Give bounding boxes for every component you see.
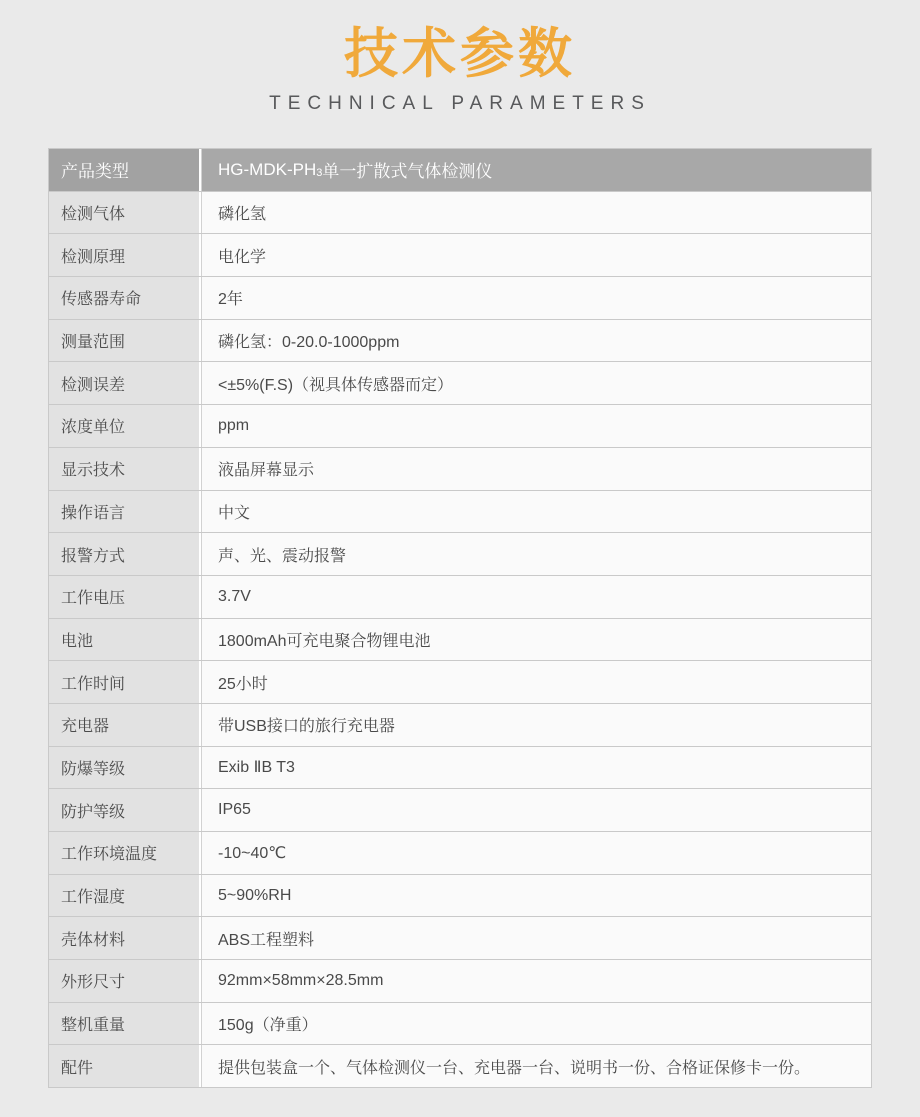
spec-label: 整机重量: [49, 1003, 201, 1045]
spec-table: [48, 148, 872, 1088]
spec-row: [49, 192, 871, 235]
spec-row: [49, 1003, 871, 1046]
product-model-prefix: HG-MDK-PH: [218, 159, 317, 179]
spec-label: 壳体材料: [49, 917, 201, 959]
spec-row: [49, 619, 871, 662]
spec-value: 液晶屏幕显示: [201, 448, 871, 490]
spec-value: -10~40℃: [201, 832, 871, 874]
spec-value: 92mm×58mm×28.5mm: [201, 960, 871, 1002]
spec-value: IP65: [201, 789, 871, 831]
spec-label: 操作语言: [49, 491, 201, 533]
spec-value: 3.7V: [201, 576, 871, 618]
spec-value: 5~90%RH: [201, 875, 871, 917]
spec-label: 工作时间: [49, 661, 201, 703]
spec-label: 配件: [49, 1045, 201, 1087]
spec-label: 防护等级: [49, 789, 201, 831]
spec-row: [49, 1045, 871, 1087]
spec-label: 传感器寿命: [49, 277, 201, 319]
spec-row: [49, 875, 871, 918]
spec-row: [49, 832, 871, 875]
spec-value: 带USB接口的旅行充电器: [201, 704, 871, 746]
spec-label: 外形尺寸: [49, 960, 201, 1002]
spec-label: 工作电压: [49, 576, 201, 618]
spec-label: 报警方式: [49, 533, 201, 575]
spec-value: 2年: [201, 277, 871, 319]
spec-label: 检测气体: [49, 192, 201, 234]
spec-label: 工作湿度: [49, 875, 201, 917]
spec-value: 25小时: [201, 661, 871, 703]
product-model-subscript: 3: [316, 166, 323, 179]
spec-label: 检测原理: [49, 234, 201, 276]
spec-row: [49, 917, 871, 960]
spec-row: [49, 405, 871, 448]
spec-row: [49, 704, 871, 747]
spec-label: 防爆等级: [49, 747, 201, 789]
spec-label-product-type: 产品类型: [49, 149, 201, 191]
page-subtitle: TECHNICAL PARAMETERS: [269, 92, 651, 114]
spec-value: 中文: [201, 491, 871, 533]
spec-row: [49, 448, 871, 491]
spec-row: [49, 320, 871, 363]
spec-label: 电池: [49, 619, 201, 661]
table-header-row: [49, 149, 871, 192]
page-header: [0, 0, 920, 116]
product-model-suffix: 单一扩散式气体检测仪: [322, 162, 493, 182]
spec-row: [49, 277, 871, 320]
spec-label: 浓度单位: [49, 405, 201, 447]
spec-row: [49, 661, 871, 704]
spec-row: [49, 491, 871, 534]
spec-value: 声、光、震动报警: [201, 533, 871, 575]
spec-row: [49, 789, 871, 832]
spec-value: 1800mAh可充电聚合物锂电池: [201, 619, 871, 661]
spec-value: ppm: [201, 405, 871, 447]
spec-row: [49, 747, 871, 790]
spec-label: 测量范围: [49, 320, 201, 362]
spec-row: [49, 362, 871, 405]
spec-row: [49, 234, 871, 277]
spec-value: 150g（净重）: [201, 1003, 871, 1045]
spec-value: 磷化氢: [201, 192, 871, 234]
spec-value: <±5%(F.S)（视具体传感器而定）: [201, 362, 871, 404]
page-title: 技术参数: [344, 24, 576, 84]
spec-value: 磷化氢：0-20.0-1000ppm: [201, 320, 871, 362]
spec-label: 检测误差: [49, 362, 201, 404]
spec-label: 显示技术: [49, 448, 201, 490]
spec-value: 电化学: [201, 234, 871, 276]
spec-value-product-type: [201, 149, 871, 191]
spec-row: [49, 533, 871, 576]
spec-row: [49, 576, 871, 619]
spec-row: [49, 960, 871, 1003]
spec-label: 充电器: [49, 704, 201, 746]
spec-value: ABS工程塑料: [201, 917, 871, 959]
spec-value: 提供包装盒一个、气体检测仪一台、充电器一台、说明书一份、合格证保修卡一份。: [201, 1045, 871, 1087]
spec-value: Exib ⅡB T3: [201, 747, 871, 789]
spec-label: 工作环境温度: [49, 832, 201, 874]
